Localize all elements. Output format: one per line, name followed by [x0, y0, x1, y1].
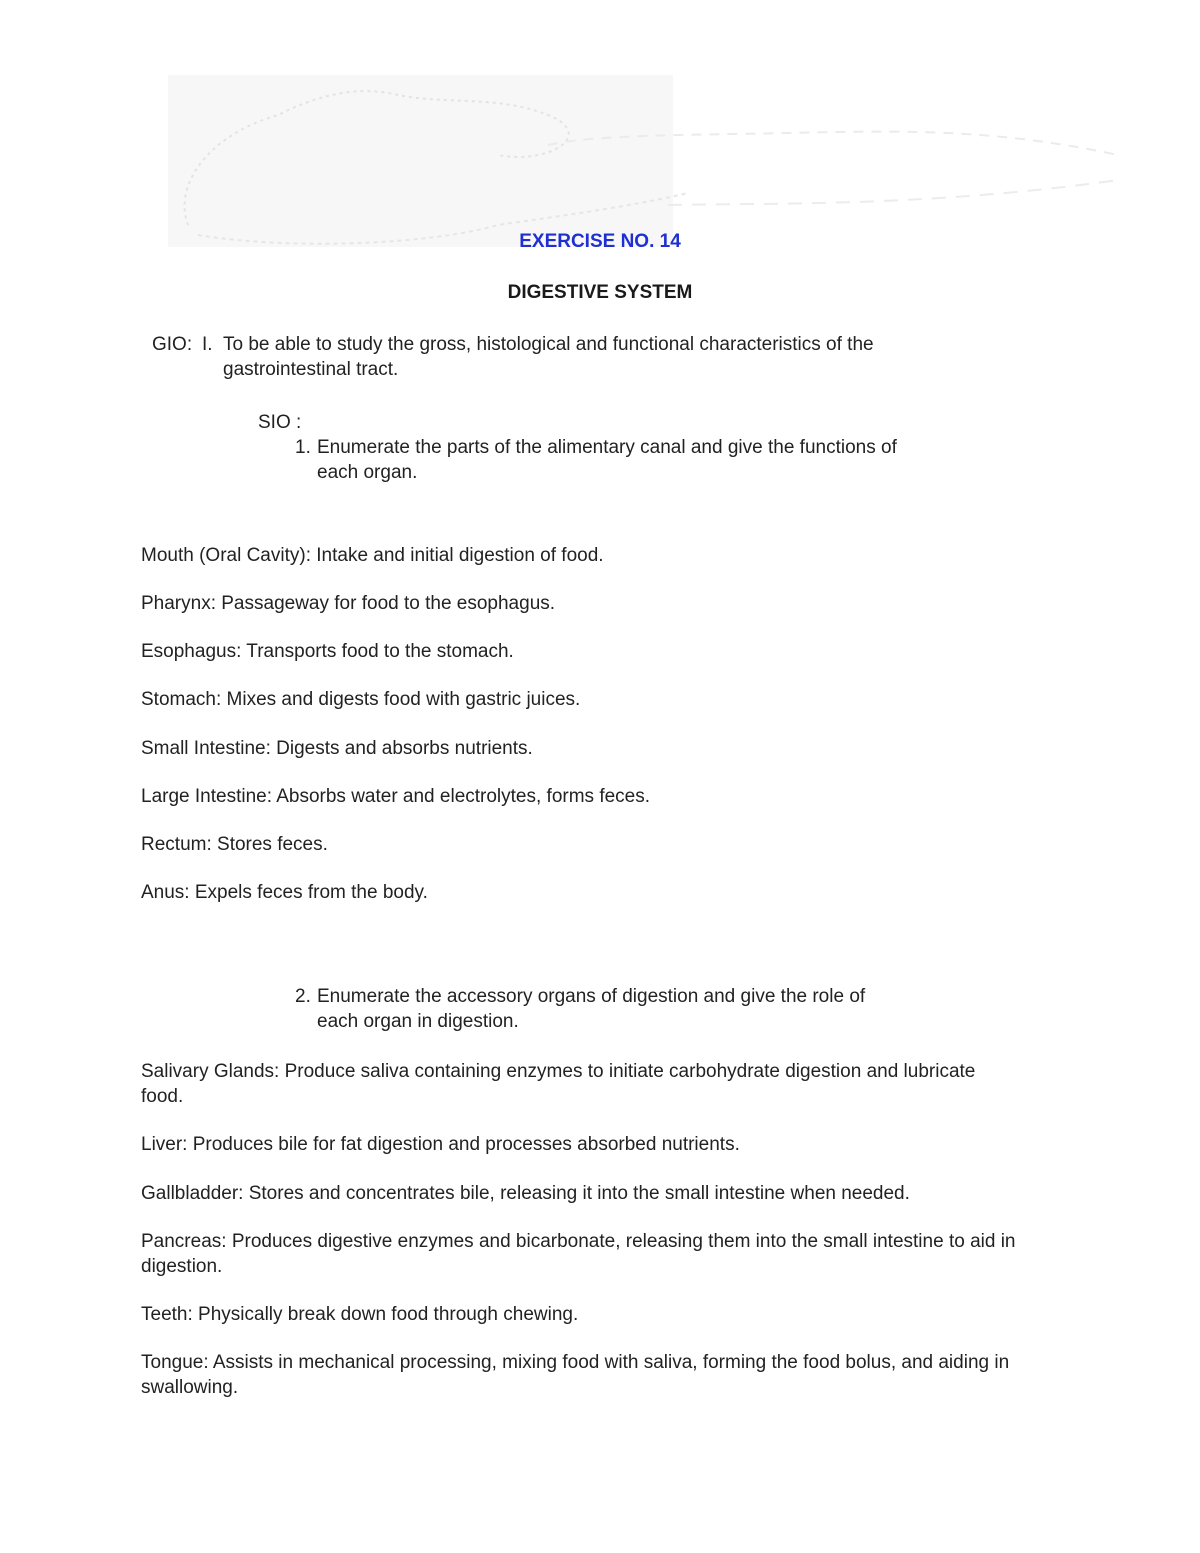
accessory-item-tongue: Tongue: Assists in mechanical processing, mixing food with saliva, forming the food bolus, and aiding in swallowing.: [141, 1352, 1010, 1398]
sio-item1-number: 1.: [295, 437, 311, 458]
page-title: DIGESTIVE SYSTEM: [507, 282, 693, 303]
accessory-item-pancreas: Pancreas: Produces digestive enzymes and bicarbonate, releasing them into the small intestine to aid in digestion.: [141, 1231, 1016, 1277]
sio-item1-line1: Enumerate the parts of the alimentary canal and give the functions of: [317, 437, 897, 458]
accessory-item-gallbladder: Gallbladder: Stores and concentrates bile, releasing it into the small intestine when needed.: [141, 1183, 910, 1204]
exercise-title: EXERCISE NO. 14: [519, 231, 681, 252]
sio-item2-line1: Enumerate the accessory organs of digestion and give the role of: [317, 986, 866, 1007]
gio-text-line1: To be able to study the gross, histological and functional characteristics of the: [223, 334, 874, 355]
alimentary-item-mouth: Mouth (Oral Cavity): Intake and initial digestion of food.: [141, 545, 604, 566]
gio-number: I.: [202, 334, 213, 355]
gio-text-line2: gastrointestinal tract.: [223, 359, 399, 380]
sio-label: SIO :: [258, 412, 302, 433]
alimentary-item-esophagus: Esophagus: Transports food to the stomach.: [141, 641, 514, 662]
gio-prefix: GIO:: [152, 334, 193, 355]
sio-item1-line2: each organ.: [317, 462, 418, 483]
alimentary-item-rectum: Rectum: Stores feces.: [141, 834, 328, 855]
watermark-graphic: [168, 75, 1128, 255]
alimentary-item-pharynx: Pharynx: Passageway for food to the esophagus.: [141, 593, 556, 614]
accessory-item-salivary-glands: Salivary Glands: Produce saliva containing enzymes to initiate carbohydrate digestion and lubricate food.: [141, 1061, 976, 1107]
alimentary-item-stomach: Stomach: Mixes and digests food with gastric juices.: [141, 689, 581, 710]
alimentary-item-large-intestine: Large Intestine: Absorbs water and electrolytes, forms feces.: [141, 786, 651, 807]
accessory-item-teeth: Teeth: Physically break down food through chewing.: [141, 1304, 579, 1325]
accessory-item-liver: Liver: Produces bile for fat digestion and processes absorbed nutrients.: [141, 1134, 740, 1155]
sio-item2-line2: each organ in digestion.: [317, 1011, 519, 1032]
alimentary-item-anus: Anus: Expels feces from the body.: [141, 882, 428, 903]
alimentary-item-small-intestine: Small Intestine: Digests and absorbs nutrients.: [141, 738, 533, 759]
sio-item2-number: 2.: [295, 986, 311, 1007]
